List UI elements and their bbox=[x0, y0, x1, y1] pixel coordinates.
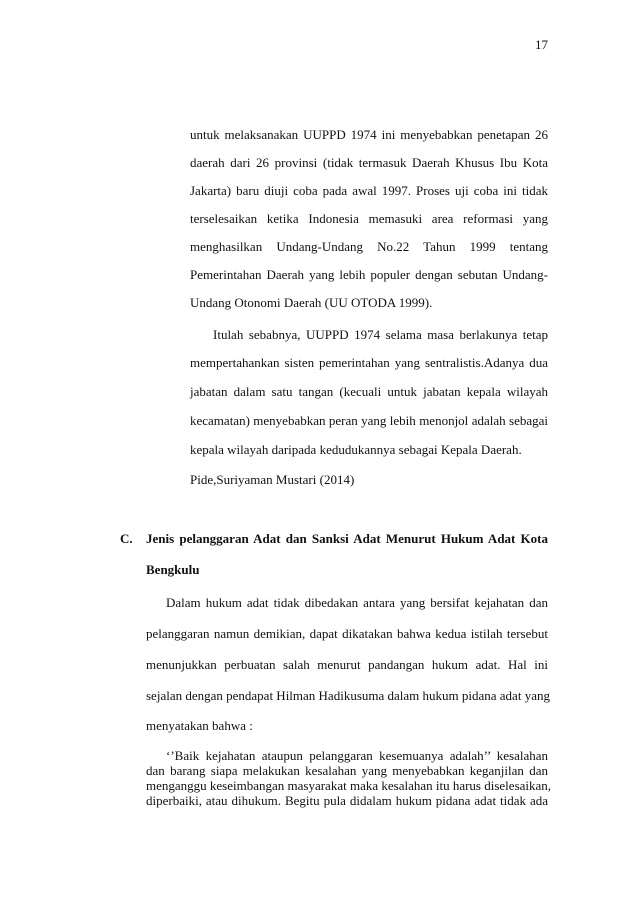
quote-line: ‘’Baik kejahatan ataupun pelanggaran kesemuanya adalah’’ kesalahan bbox=[166, 748, 548, 763]
text-line: Jakarta) baru diuji coba pada awal 1997. Proses uji coba ini tidak bbox=[190, 183, 548, 198]
text-line: jabatan dalam satu tangan (kecuali untuk jabatan kepala wilayah bbox=[190, 384, 548, 399]
text-line: untuk melaksanakan UUPPD 1974 ini menyebabkan penetapan 26 bbox=[190, 127, 548, 142]
page-number: 17 bbox=[535, 37, 548, 52]
text-line: kepala wilayah daripada kedudukannya sebagai Kepala Daerah. bbox=[190, 442, 522, 457]
text-line: sejalan dengan pendapat Hilman Hadikusuma dalam hukum pidana adat yang bbox=[146, 688, 550, 703]
text-line: daerah dari 26 provinsi (tidak termasuk Daerah Khusus Ibu Kota bbox=[190, 155, 548, 170]
quote-line: menganggu keseimbangan masyarakat maka kesalahan itu harus diselesaikan, bbox=[146, 778, 552, 793]
text-line: mempertahankan sisten pemerintahan yang sentralistis.Adanya dua bbox=[190, 355, 548, 370]
heading-title-line: Jenis pelanggaran Adat dan Sanksi Adat Menurut Hukum Adat Kota bbox=[146, 531, 548, 546]
text-line: menunjukkan perbuatan salah menurut pandangan hukum adat. Hal ini bbox=[146, 657, 548, 672]
text-line: kecamatan) menyebabkan peran yang lebih menonjol adalah sebagai bbox=[190, 413, 548, 428]
text-line: pelanggaran namun demikian, dapat dikatakan bahwa kedua istilah tersebut bbox=[146, 626, 548, 641]
quote-line: diperbaiki, atau dihukum. Begitu pula didalam hukum pidana adat tidak ada bbox=[146, 793, 548, 808]
heading-marker: C. bbox=[120, 531, 133, 546]
heading-title-line: Bengkulu bbox=[146, 562, 200, 577]
text-line: terselesaikan ketika Indonesia memasuki area reformasi yang bbox=[190, 211, 548, 226]
text-line: Undang Otonomi Daerah (UU OTODA 1999). bbox=[190, 295, 433, 310]
text-line: menghasilkan Undang-Undang No.22 Tahun 1999 tentang bbox=[190, 239, 548, 254]
text-line: menyatakan bahwa : bbox=[146, 718, 253, 733]
text-line: Pemerintahan Daerah yang lebih populer dengan sebutan Undang- bbox=[190, 267, 548, 282]
citation: Pide,Suriyaman Mustari (2014) bbox=[190, 472, 355, 487]
text-line: Itulah sebabnya, UUPPD 1974 selama masa berlakunya tetap bbox=[213, 327, 548, 342]
text-line: Dalam hukum adat tidak dibedakan antara yang bersifat kejahatan dan bbox=[166, 595, 548, 610]
quote-line: dan barang siapa melakukan kesalahan yang menyebabkan keganjilan dan bbox=[146, 763, 548, 778]
